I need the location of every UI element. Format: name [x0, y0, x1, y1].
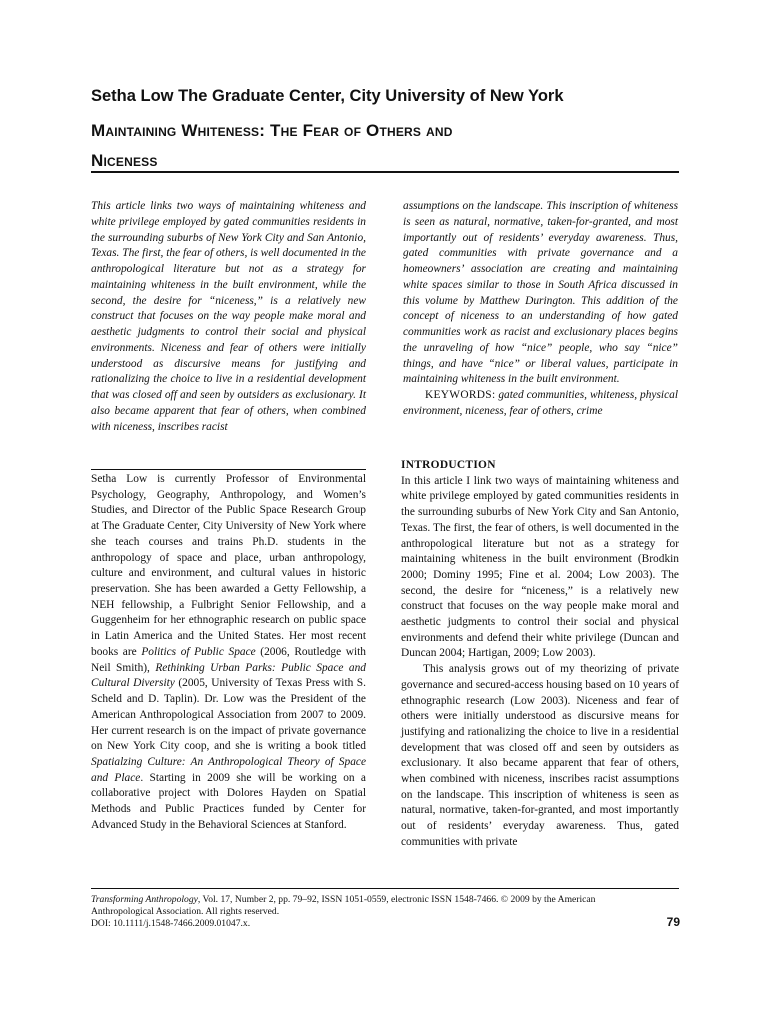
citation-footer — [91, 894, 651, 930]
bio-text-4: . Starting in 2009 she will be working on a collaborative project with Dolores Hayden on Spatial Methods and Public Practices funded by Center for Advanced Study in the Behavioral Sciences at Stanford. — [91, 771, 366, 831]
citation-line — [91, 894, 651, 918]
author-bio-text — [91, 472, 366, 834]
page-number: 79 — [666, 915, 680, 929]
abstract-text-right: assumptions on the landscape. This inscription of whiteness is seen as natural, normative, taken-for-granted, and most importantly out of residents’ everyday awareness. Thus, gated communities with private governance and a homeowners’ association are creating and maintaining white spaces similar to those in South Africa discussed in this volume by Matthew Durington. This addition of the concept of niceness to an understanding of how gated communities work as racist and exclusionary places begins the unraveling of how “nice” people, who say “nice” things, and have “nice” or liberal values, participate in maintaining whiteness in the built environment. — [403, 200, 678, 386]
author-affiliation: Setha Low The Graduate Center, City University of New York — [91, 87, 564, 105]
abstract-text-left: This article links two ways of maintaining whiteness and white privilege employed by gated communities residents in the surrounding suburbs of New York City and San Antonio, Texas. The first, the fear of others, is well documented in the anthropological literature but not as a strategy for maintaining whiteness in the built environment, while the second, the desire for “niceness,” is a relatively new construct that focuses on the way people make moral and aesthetic judgments to control their social and physical environments. Niceness and fear of others were initially understood as discursive means for justifying and rationalizing the choice to live in a residential development that was closed off and seen by outsiders as exclusionary. It also became apparent that fear of others, when combined with niceness, inscribes racist — [91, 200, 366, 433]
bio-book-title-2: Rethinking Urban Parks: Public Space and Cultural Diversity — [91, 661, 366, 690]
article-title — [91, 116, 691, 176]
footer-rule — [91, 888, 679, 889]
keywords-list: gated communities, whiteness, physical environment, niceness, fear of others, crime — [403, 389, 678, 417]
article-title-line-2: Niceness — [91, 151, 158, 170]
keywords-paragraph — [403, 388, 678, 420]
body-paragraph-1: In this article I link two ways of maintaining whiteness and white privilege employed by gated communities residents in the surrounding suburbs of New York City and San Antonio, Texas. The first, the fear of others, is well documented in the anthropological literature but not as a strategy for maintaining whiteness in the built environment (Brodkin 2000; Dominy 1995; Fine et al. 2004; Low 2003). The second, the desire for “niceness,” is a relatively new construct that focuses on the way people make moral and aesthetic judgments to control their social and physical environments and defend their white privilege (Duncan and Duncan 2004; Hartigan, 2009; Low 2003). — [401, 474, 679, 660]
bio-text-3: (2005, University of Texas Press with S. Scheld and D. Taplin). Dr. Low was the President of the American Anthropological Association from 2007 to 2009. Her current research is on the impact of private governance on New York City coop, and she is writing a book titled — [91, 677, 366, 753]
abstract-left-column — [91, 199, 366, 447]
bio-book-title-1: Politics of Public Space — [141, 645, 256, 658]
journal-name: Transforming Anthropology — [91, 894, 198, 905]
doi-line: DOI: 10.1111/j.1548-7466.2009.01047.x. — [91, 918, 251, 929]
section-heading: INTRODUCTION — [401, 459, 496, 471]
introduction-section — [401, 458, 679, 851]
title-rule — [91, 171, 679, 173]
bio-rule — [91, 469, 366, 470]
body-paragraph-2: This analysis grows out of my theorizing of private governance and secured-access housing based on 10 years of ethnographic research (Low 2003). Niceness and fear of others were initially understood as discursive means for justifying and rationalizing the choice to live in a residential development that was closed off and seen by outsiders as exclusionary. It also became apparent that fear of others, when combined with niceness, inscribes racist assumptions on the landscape. This inscription of whiteness is seen as natural, normative, taken-for-granted, and most importantly out of residents’ everyday awareness. Thus, gated communities with private — [401, 663, 679, 848]
bio-text-1: Setha Low is currently Professor of Environmental Psychology, Geography, Anthropology, and Women’s Studies, and Director of the Public Space Research Group at The Graduate Center, City University of New York where she teach courses and trains Ph.D. students in the anthropology of space and place, urban anthropology, culture and environment, and cultural values in historic preservation. She has been awarded a Getty Fellowship, a NEH fellowship, a Fulbright Senior Fellowship, and a Guggenheim for her ethnographic research on public space in Latin America and the United States. Her most recent books are — [91, 473, 366, 658]
abstract-right-column — [403, 199, 678, 420]
article-title-line-1: Maintaining Whiteness: The Fear of Others and — [91, 121, 453, 140]
citation-details: , Vol. 17, Number 2, pp. 79–92, ISSN 1051-0559, electronic ISSN 1548-7466. © 2009 by the American Anthropological Association. All rights reserved. — [91, 894, 596, 917]
author-bio — [91, 472, 366, 834]
bio-text-2: (2006, Routledge with Neil Smith), — [91, 645, 366, 674]
bio-book-title-3: Spatialzing Culture: An Anthropological Theory of Space and Place — [91, 755, 366, 784]
keywords-label: KEYWORDS: — [425, 389, 496, 401]
